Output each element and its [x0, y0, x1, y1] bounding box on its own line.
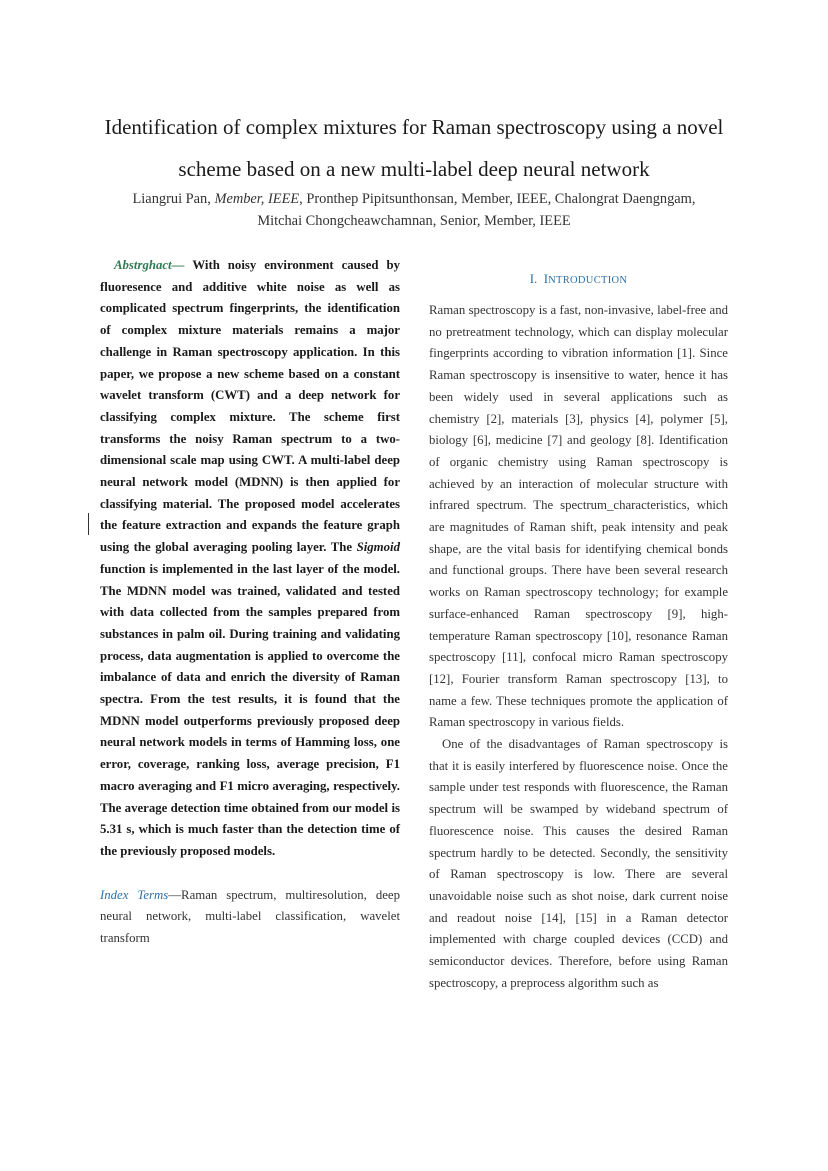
section-title-initial: I [543, 271, 549, 286]
index-terms-label: Index Terms [100, 887, 169, 902]
abstract-text-part-2: function is implemented in the last layer of the model. The MDNN model was trained, validated and tested with data collected from the samples prepared from substances in palm oil. During training and validating process, data augmentation is applied to overcome the imbalance of data and enrich the diversity of Raman spectra. From the test results, it is found that the MDNN model outperforms previously proposed deep neural network models in terms of Hamming loss, one error, coverage, ranking loss, average precision, F1 macro averaging and F1 micro averaging, respectively. The average detection time obtained from our model is 5.31 s, which is much faster than the detection time of the previously proposed models. [100, 561, 400, 858]
abstract-sigmoid-term: Sigmoid [356, 540, 400, 555]
abstract-dash: — [171, 258, 193, 272]
index-terms-text: —Raman spectrum, multiresolution, deep neural network, multi-label classification, wavelet transform [100, 887, 400, 946]
intro-paragraph-2: One of the disadvantages of Raman spectroscopy is that it is easily interfered by fluorescence noise. Once the sample under test responds with fluorescence, the Raman spectrum will be swamped by wideband spectrum of fluorescence noise. This causes the desired Raman spectrum hardly to be detected. Secondly, the sensitivity of Raman spectroscopy is low. There are several unavoidable noise such as shot noise, dark current noise and readout noise [14], [15] in a Raman detector implemented with charge coupled devices (CCD) and semiconductor devices. Therefore, before using Raman spectroscopy, a preprocess algorithm such as [429, 737, 728, 990]
section-heading-introduction [429, 269, 728, 291]
abstract [100, 255, 400, 863]
title-line-1: Identification of complex mixtures for Raman spectroscopy using a novel [104, 115, 724, 139]
text-cursor [88, 513, 89, 535]
right-column [429, 269, 728, 995]
authors-continued: , Pronthep Pipitsunthonsan, Member, IEEE, Chalongrat Daengngam, [299, 191, 696, 207]
author-name: Liangrui Pan, [132, 191, 215, 207]
paper-title [80, 106, 748, 190]
abstract-text-part-1: With noisy environment caused by fluoresence and additive white noise as well as complicated spectrum fingerprints, the identification of complex mixture materials remains a major challenge in Raman spectroscopy application. In this paper, we propose a new scheme based on a constant wavelet transform (CWT) and a deep network for classifying complex mixture. The scheme first transforms the noisy Raman spectrum to a two-dimensional scale map using CWT. A multi-label deep neural network model (MDNN) is then applied for classifying material. The proposed model accelerates the feature extraction and expands the feature graph using the global averaging pooling layer. The [100, 258, 401, 555]
left-column [100, 255, 400, 950]
author-list [80, 188, 748, 232]
authors-line-1 [80, 188, 748, 210]
section-numeral: I. [529, 271, 538, 286]
index-terms [100, 885, 400, 950]
section-title-rest: NTRODUCTION [548, 275, 628, 286]
title-line-2: scheme based on a new multi-label deep neural network [178, 157, 650, 181]
author-membership: Member, IEEE [214, 191, 300, 207]
authors-line-2: Mitchai Chongcheawchamnan, Senior, Member, IEEE [257, 213, 571, 229]
abstract-label: Abstrghact [114, 258, 172, 272]
intro-paragraph-1: Raman spectroscopy is a fast, non-invasive, label-free and no pretreatment technology, which can display molecular fingerprints according to vibration information [1]. Since Raman spectroscopy is insensitive to water, hence it has been widely used in several applications such as chemistry [2], materials [3], physics [4], polymer [5], biology [6], medicine [7] and geology [8]. Identification of organic chemistry using Raman spectroscopy is achieved by an interaction of molecular structure with infrared spectrum. The spectrum_characteristics, which are magnitudes of Raman shift, peak intensity and peak shape, are the vital basis for identifying chemical bonds and functional groups. There have been several research works on Raman spectroscopy technology; for example surface-enhanced Raman spectroscopy [9], high-temperature Raman spectroscopy [10], resonance Raman spectroscopy [11], confocal micro Raman spectroscopy [12], Fourier transform Raman spectroscopy [13], to name a few. These techniques promote the application of Raman spectroscopy in various fields. [429, 303, 728, 730]
